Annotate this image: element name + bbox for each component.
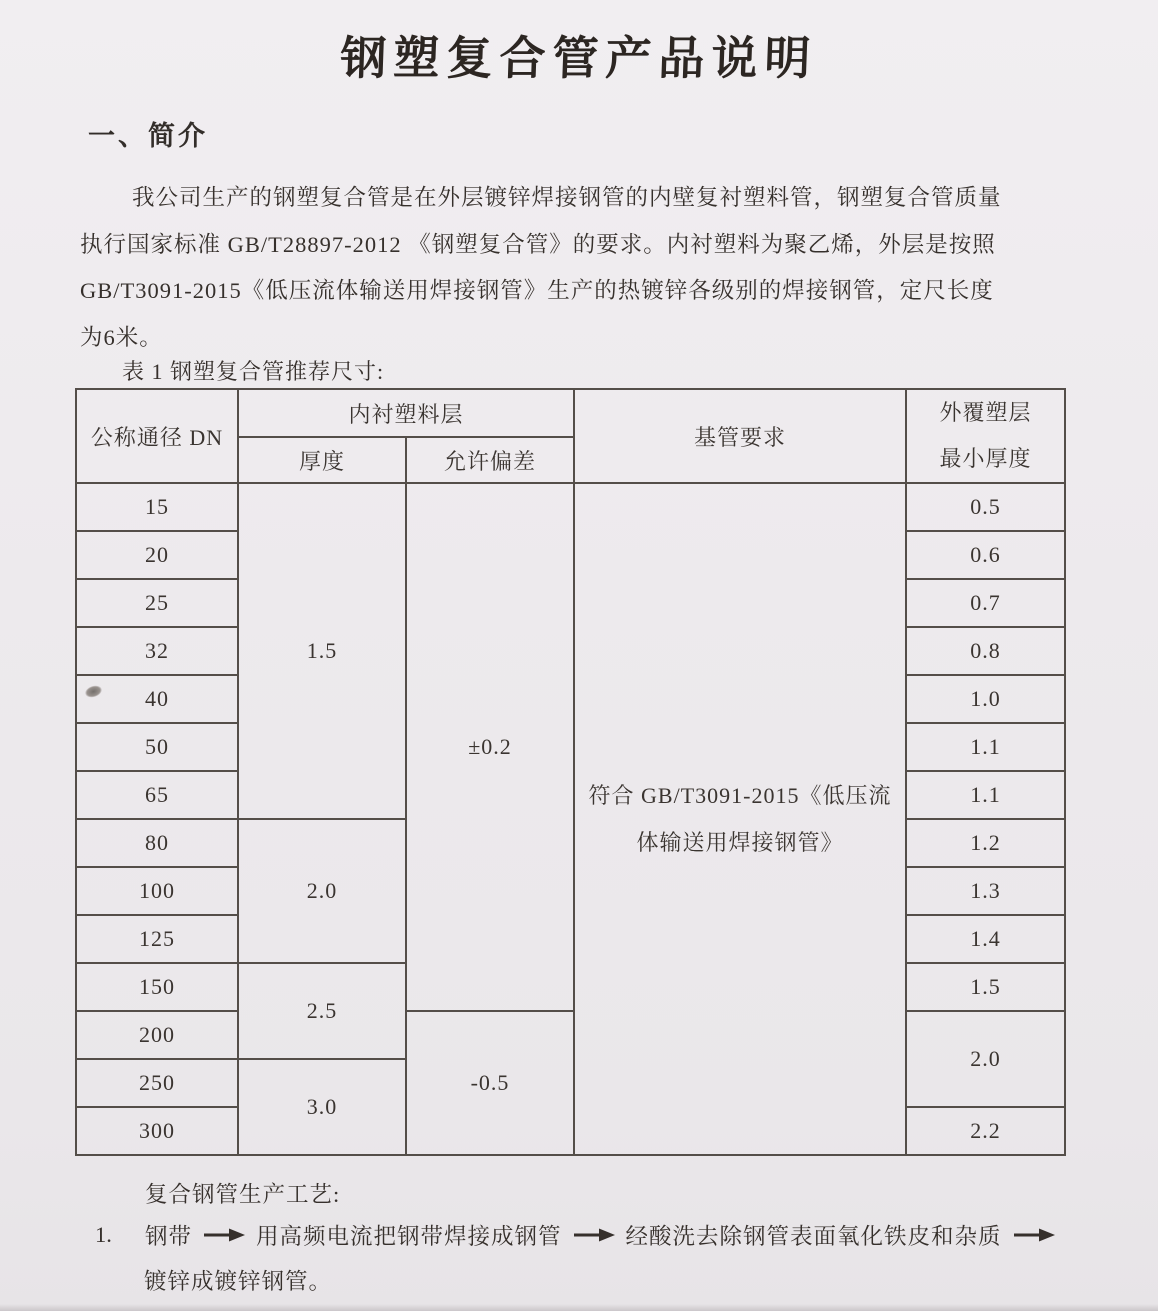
- section-heading-intro: 一、简介: [88, 121, 208, 151]
- cell-coating: 0.8: [906, 627, 1065, 675]
- cell-dn: 40: [76, 675, 238, 723]
- arrow-right-icon: [203, 1227, 245, 1243]
- header-tolerance: 允许偏差: [406, 437, 574, 483]
- process-step-steel-strip: 钢带: [145, 1224, 193, 1249]
- cell-thickness-group4: 3.0: [238, 1059, 406, 1155]
- cell-dn: 150: [76, 963, 238, 1011]
- cell-dn: 15: [76, 483, 238, 531]
- cell-dn: 25: [76, 579, 238, 627]
- cell-dn: 200: [76, 1011, 238, 1059]
- cell-coating: 0.7: [906, 579, 1065, 627]
- cell-base-pipe-requirement: [574, 483, 906, 1155]
- cell-thickness-group1: 1.5: [238, 483, 406, 819]
- process-step-pickle: 经酸洗去除钢管表面氧化铁皮和杂质: [625, 1224, 1002, 1249]
- header-outer-coating-line1: 外覆塑层: [939, 400, 1032, 425]
- cell-dn: 80: [76, 819, 238, 867]
- cell-coating: 1.1: [906, 723, 1065, 771]
- header-liner-group: 内衬塑料层: [238, 389, 574, 437]
- header-nominal-diameter: 公称通径 DN: [76, 389, 238, 483]
- cell-dn: 50: [76, 723, 238, 771]
- intro-line: GB/T3091-2015《低压流体输送用焊接钢管》生产的热镀锌各级别的焊接钢管，定尺长度: [80, 278, 994, 303]
- cell-coating: 2.2: [906, 1107, 1065, 1155]
- cell-dn: 300: [76, 1107, 238, 1155]
- cell-coating: 1.5: [906, 963, 1065, 1011]
- header-thickness: 厚度: [238, 437, 406, 483]
- intro-paragraph: [80, 175, 1085, 361]
- table-row: [76, 483, 1065, 531]
- page-bottom-shadow: [0, 1304, 1158, 1311]
- cell-coating: 1.1: [906, 771, 1065, 819]
- header-base-pipe: 基管要求: [574, 389, 906, 483]
- table-caption: 表 1 钢塑复合管推荐尺寸:: [122, 359, 385, 384]
- header-outer-coating-line2: 最小厚度: [939, 446, 1032, 471]
- process-heading: 复合钢管生产工艺:: [145, 1182, 341, 1207]
- cell-thickness-group2: 2.0: [238, 819, 406, 963]
- cell-tolerance-upper: ±0.2: [406, 483, 574, 1011]
- recommended-sizes-table: [75, 388, 1066, 1156]
- cell-coating: 0.5: [906, 483, 1065, 531]
- cell-dn: 125: [76, 915, 238, 963]
- base-pipe-line2: 体输送用焊接钢管》: [636, 830, 844, 855]
- arrow-right-icon: [1013, 1227, 1055, 1243]
- cell-dn: 20: [76, 531, 238, 579]
- cell-coating: 1.3: [906, 867, 1065, 915]
- table-row: [76, 1011, 1065, 1059]
- cell-coating: 0.6: [906, 531, 1065, 579]
- list-item-number: 1.: [95, 1222, 112, 1247]
- cell-dn: 65: [76, 771, 238, 819]
- cell-dn: 100: [76, 867, 238, 915]
- intro-line: 执行国家标准 GB/T28897-2012 《钢塑复合管》的要求。内衬塑料为聚乙烯，外层是按照: [80, 231, 996, 257]
- header-outer-coating: [906, 389, 1065, 483]
- cell-coating-200-250: 2.0: [906, 1011, 1065, 1107]
- cell-dn: 32: [76, 627, 238, 675]
- cell-coating: 1.4: [906, 915, 1065, 963]
- process-step-galvanize: 镀锌成镀锌钢管。: [144, 1269, 333, 1294]
- cell-coating: 1.2: [906, 819, 1065, 867]
- process-step-weld: 用高频电流把钢带焊接成钢管: [256, 1224, 562, 1249]
- cell-tolerance-lower: -0.5: [406, 1011, 574, 1155]
- document-title: 钢塑复合管产品说明: [339, 31, 819, 85]
- process-flow-line1: [95, 1219, 1055, 1251]
- intro-line: 为6米。: [80, 324, 163, 350]
- cell-coating: 1.0: [906, 675, 1065, 723]
- intro-line: 我公司生产的钢塑复合管是在外层镀锌焊接钢管的内壁复衬塑料管，钢塑复合管质量: [132, 185, 1002, 210]
- cell-dn: 250: [76, 1059, 238, 1107]
- base-pipe-line1: 符合 GB/T3091-2015《低压流: [588, 783, 892, 808]
- cell-thickness-group3: 2.5: [238, 963, 406, 1059]
- arrow-right-icon: [573, 1227, 615, 1243]
